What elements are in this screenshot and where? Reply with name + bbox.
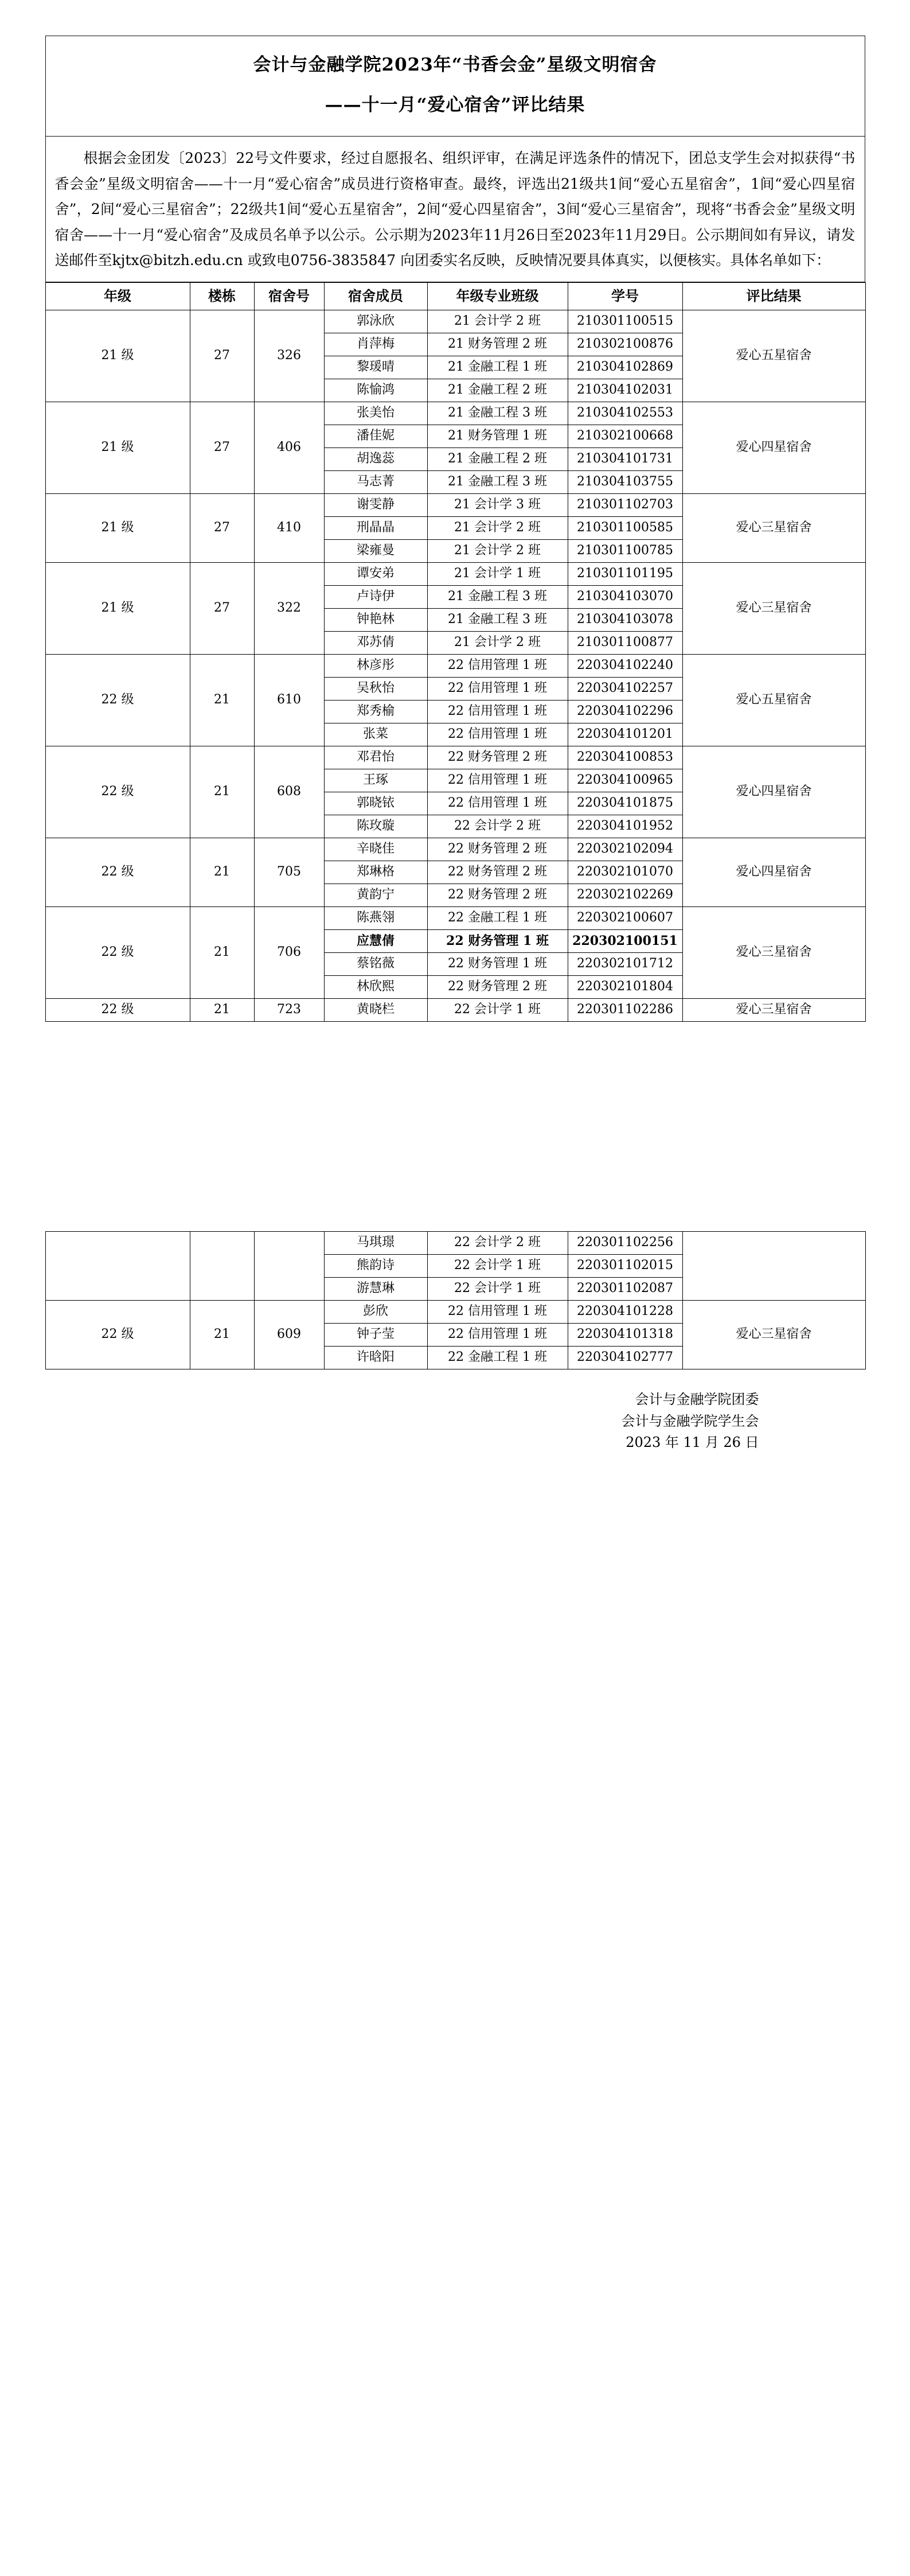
cell-class: 21 财务管理 1 班: [427, 425, 568, 448]
cell-building: 21: [190, 838, 254, 906]
cell-member-name: 谢雯静: [324, 493, 427, 516]
cell-student-id: 220304102296: [568, 700, 682, 723]
cell-member-name: 梁雍曼: [324, 539, 427, 562]
table-row: [45, 1231, 865, 1254]
cell-student-id: 220304102257: [568, 677, 682, 700]
cell-room: 610: [254, 654, 324, 746]
cell-grade: 21 级: [45, 493, 190, 562]
cell-student-id: 220302101804: [568, 975, 682, 998]
cell-student-id: 220304100853: [568, 746, 682, 769]
document-body: [45, 0, 865, 2349]
cell-building: 21: [190, 998, 254, 1021]
cell-grade: 22 级: [45, 838, 190, 906]
cell-member-name: 邓苏倩: [324, 631, 427, 654]
announcement-paragraph: 根据会金团发〔2023〕22号文件要求，经过自愿报名、组织评审，在满足评选条件的情况下，团总支学生会对拟获得“书香会金”星级文明宿舍——十一月“爱心宿舍”成员进行资格审查。最终，评选出21级共1间“爱心五星宿舍”，1间“爱心四星宿舍”，2间“爱心三星宿舍”；22级共1间“爱心五星宿舍”，2间“爱心四星宿舍”，3间“爱心三星宿舍”，现将“书香会金”星级文明宿舍——十一月“爱心宿舍”及成员名单予以公示。公示期为2023年11月26日至2023年11月29日。公示期间如有异议，请发送邮件至kjtx@bitzh.edu.cn 或致电0756-3835847 向团委实名反映，反映情况要具体真实，以便核实。具体名单如下：: [54, 150, 856, 269]
cell-member-name: 张菜: [324, 723, 427, 746]
cell-student-id: 220301102015: [568, 1254, 682, 1277]
cell-class: 22 信用管理 1 班: [427, 769, 568, 792]
cell-building: 21: [190, 1300, 254, 1369]
cell-grade: 21 级: [45, 310, 190, 402]
cell-grade: 22 级: [45, 746, 190, 838]
cell-room: 326: [254, 310, 324, 402]
col-header-building: 楼栋: [190, 282, 254, 310]
cell-result: 爱心四星宿舍: [682, 838, 865, 906]
cell-result: 爱心五星宿舍: [682, 654, 865, 746]
table-row: [45, 402, 865, 425]
cell-class: 21 会计学 2 班: [427, 631, 568, 654]
cell-class: 22 信用管理 1 班: [427, 1323, 568, 1346]
document-title-line-2: ——十一月“爱心宿舍”评比结果: [325, 95, 585, 116]
cell-student-id: 210304102553: [568, 402, 682, 425]
col-header-room: 宿舍号: [254, 282, 324, 310]
cell-student-id: 210301100515: [568, 310, 682, 333]
cell-class: 21 财务管理 2 班: [427, 333, 568, 356]
cell-grade: 21 级: [45, 402, 190, 493]
cell-student-id: 220304101875: [568, 792, 682, 815]
cell-member-name: 肖萍梅: [324, 333, 427, 356]
cell-building: 27: [190, 493, 254, 562]
cell-member-name: 彭欣: [324, 1300, 427, 1323]
cell-result: 爱心三星宿舍: [682, 998, 865, 1021]
cell-student-id: 210304103078: [568, 608, 682, 631]
cell-member-name: 郑琳格: [324, 861, 427, 884]
roster-table-body-page-2: [45, 1231, 865, 1369]
cell-member-name: 郭泳欣: [324, 310, 427, 333]
cell-class: 21 金融工程 2 班: [427, 448, 568, 470]
cell-class: 21 会计学 3 班: [427, 493, 568, 516]
cell-grade: 22 级: [45, 1300, 190, 1369]
cell-member-name: 陈愉鸿: [324, 379, 427, 402]
cell-student-id: 220302100151: [568, 929, 682, 952]
cell-class: 22 金融工程 1 班: [427, 906, 568, 929]
cell-member-name: 辛晓佳: [324, 838, 427, 861]
cell-member-name: 蔡铭薇: [324, 952, 427, 975]
cell-class: 22 财务管理 2 班: [427, 975, 568, 998]
cell-member-name: 郭晓铱: [324, 792, 427, 815]
roster-table-body-page-1: [45, 310, 865, 1021]
table-row: [45, 746, 865, 769]
cell-class: 22 信用管理 1 班: [427, 700, 568, 723]
cell-class: 21 金融工程 1 班: [427, 356, 568, 379]
cell-room: 609: [254, 1300, 324, 1369]
signature-date: 2023 年 11 月 26 日: [626, 1434, 759, 1451]
cell-building: [190, 1231, 254, 1300]
cell-room: 322: [254, 562, 324, 654]
cell-class: 21 金融工程 3 班: [427, 608, 568, 631]
cell-class: 22 会计学 1 班: [427, 998, 568, 1021]
cell-result: 爱心三星宿舍: [682, 906, 865, 998]
roster-table-page-2: [45, 1231, 866, 1369]
cell-member-name: 林彦彤: [324, 654, 427, 677]
cell-class: 21 会计学 2 班: [427, 539, 568, 562]
cell-member-name: 黄晓栏: [324, 998, 427, 1021]
cell-building: 27: [190, 402, 254, 493]
cell-result: 爱心四星宿舍: [682, 402, 865, 493]
cell-student-id: 220302100607: [568, 906, 682, 929]
cell-class: 22 财务管理 1 班: [427, 929, 568, 952]
table-header-row: [45, 282, 865, 310]
cell-student-id: 220304102240: [568, 654, 682, 677]
cell-room: 410: [254, 493, 324, 562]
cell-result: 爱心三星宿舍: [682, 1300, 865, 1369]
cell-class: 22 会计学 1 班: [427, 1277, 568, 1300]
cell-room: 608: [254, 746, 324, 838]
cell-building: 21: [190, 746, 254, 838]
cell-member-name: 谭安弟: [324, 562, 427, 585]
cell-member-name: 黎瑗晴: [324, 356, 427, 379]
cell-class: 22 财务管理 2 班: [427, 838, 568, 861]
col-header-grade: 年级: [45, 282, 190, 310]
signature-block: [45, 1389, 865, 1454]
cell-member-name: 马志菁: [324, 470, 427, 493]
cell-student-id: 210301100785: [568, 539, 682, 562]
cell-class: 21 金融工程 3 班: [427, 470, 568, 493]
signature-org-2: 会计与金融学院学生会: [621, 1412, 759, 1429]
cell-result: 爱心四星宿舍: [682, 746, 865, 838]
cell-room: 723: [254, 998, 324, 1021]
cell-member-name: 王琢: [324, 769, 427, 792]
roster-table-head: [45, 282, 865, 310]
cell-class: 22 金融工程 1 班: [427, 1346, 568, 1369]
cell-building: 27: [190, 562, 254, 654]
cell-building: 21: [190, 906, 254, 998]
cell-building: 27: [190, 310, 254, 402]
cell-class: 21 金融工程 3 班: [427, 585, 568, 608]
cell-class: 22 信用管理 1 班: [427, 677, 568, 700]
cell-room: 705: [254, 838, 324, 906]
cell-room: 406: [254, 402, 324, 493]
cell-member-name: 黄韵宁: [324, 884, 427, 906]
col-header-result: 评比结果: [682, 282, 865, 310]
cell-student-id: 220302102269: [568, 884, 682, 906]
cell-student-id: 220304101201: [568, 723, 682, 746]
cell-class: 22 财务管理 1 班: [427, 952, 568, 975]
cell-member-name: 吴秋怡: [324, 677, 427, 700]
roster-table-page-1: [45, 282, 866, 1022]
cell-building: 21: [190, 654, 254, 746]
cell-student-id: 220301102256: [568, 1231, 682, 1254]
title-box: [45, 36, 865, 137]
cell-student-id: 210304102869: [568, 356, 682, 379]
cell-class: 22 信用管理 1 班: [427, 723, 568, 746]
cell-student-id: 210302100668: [568, 425, 682, 448]
cell-student-id: 210301101195: [568, 562, 682, 585]
page-break-gap: [45, 1022, 865, 1231]
cell-student-id: 220301102286: [568, 998, 682, 1021]
cell-student-id: 220302102094: [568, 838, 682, 861]
cell-member-name: 胡逸蕊: [324, 448, 427, 470]
cell-class: 22 会计学 2 班: [427, 1231, 568, 1254]
cell-student-id: 220302101070: [568, 861, 682, 884]
table-row: [45, 493, 865, 516]
cell-class: 22 财务管理 2 班: [427, 746, 568, 769]
table-row: [45, 310, 865, 333]
cell-member-name: 刑晶晶: [324, 516, 427, 539]
cell-class: 22 信用管理 1 班: [427, 792, 568, 815]
cell-class: 22 信用管理 1 班: [427, 1300, 568, 1323]
cell-member-name: 林欣熙: [324, 975, 427, 998]
cell-student-id: 220304101228: [568, 1300, 682, 1323]
cell-student-id: 210304103755: [568, 470, 682, 493]
table-row: [45, 562, 865, 585]
cell-member-name: 熊韵诗: [324, 1254, 427, 1277]
cell-grade: 21 级: [45, 562, 190, 654]
table-row: [45, 654, 865, 677]
cell-result: [682, 1231, 865, 1300]
cell-result: 爱心三星宿舍: [682, 562, 865, 654]
cell-class: 21 金融工程 2 班: [427, 379, 568, 402]
col-header-class: 年级专业班级: [427, 282, 568, 310]
cell-class: 22 会计学 1 班: [427, 1254, 568, 1277]
col-header-student-id: 学号: [568, 282, 682, 310]
cell-student-id: 220304101318: [568, 1323, 682, 1346]
cell-student-id: 210304103070: [568, 585, 682, 608]
cell-class: 21 会计学 2 班: [427, 516, 568, 539]
cell-result: 爱心五星宿舍: [682, 310, 865, 402]
cell-student-id: 210302100876: [568, 333, 682, 356]
cell-member-name: 邓君怡: [324, 746, 427, 769]
cell-class: 21 会计学 1 班: [427, 562, 568, 585]
cell-member-name: 马琪璟: [324, 1231, 427, 1254]
body-box: [45, 137, 865, 282]
cell-grade: 22 级: [45, 998, 190, 1021]
cell-student-id: 220304101952: [568, 815, 682, 838]
col-header-member: 宿舍成员: [324, 282, 427, 310]
cell-grade: 22 级: [45, 906, 190, 998]
cell-result: 爱心三星宿舍: [682, 493, 865, 562]
cell-student-id: 210301100585: [568, 516, 682, 539]
signature-org-1: 会计与金融学院团委: [635, 1391, 759, 1407]
cell-member-name: 张美怡: [324, 402, 427, 425]
table-row: [45, 906, 865, 929]
cell-member-name: 游慧琳: [324, 1277, 427, 1300]
cell-student-id: 220301102087: [568, 1277, 682, 1300]
cell-class: 22 财务管理 2 班: [427, 884, 568, 906]
page-bottom-whitespace: [45, 1454, 865, 2349]
cell-room: [254, 1231, 324, 1300]
cell-member-name: 潘佳妮: [324, 425, 427, 448]
cell-member-name: 钟子莹: [324, 1323, 427, 1346]
cell-student-id: 210304102031: [568, 379, 682, 402]
cell-student-id: 210301102703: [568, 493, 682, 516]
table-row: [45, 1300, 865, 1323]
cell-class: 22 信用管理 1 班: [427, 654, 568, 677]
cell-student-id: 220304100965: [568, 769, 682, 792]
cell-student-id: 210304101731: [568, 448, 682, 470]
cell-member-name: 陈燕翎: [324, 906, 427, 929]
cell-member-name: 应慧倩: [324, 929, 427, 952]
cell-class: 22 财务管理 2 班: [427, 861, 568, 884]
cell-student-id: 220302101712: [568, 952, 682, 975]
cell-member-name: 钟艳林: [324, 608, 427, 631]
cell-class: 22 会计学 2 班: [427, 815, 568, 838]
cell-student-id: 220304102777: [568, 1346, 682, 1369]
cell-member-name: 郑秀榆: [324, 700, 427, 723]
cell-class: 21 金融工程 3 班: [427, 402, 568, 425]
cell-member-name: 许晗阳: [324, 1346, 427, 1369]
cell-class: 21 会计学 2 班: [427, 310, 568, 333]
cell-grade: 22 级: [45, 654, 190, 746]
document-title-line-1: 会计与金融学院2023年“书香会金”星级文明宿舍: [253, 55, 657, 75]
table-row: [45, 998, 865, 1021]
cell-room: 706: [254, 906, 324, 998]
cell-member-name: 陈玫璇: [324, 815, 427, 838]
table-row: [45, 838, 865, 861]
cell-grade: [45, 1231, 190, 1300]
cell-member-name: 卢诗伊: [324, 585, 427, 608]
cell-student-id: 210301100877: [568, 631, 682, 654]
